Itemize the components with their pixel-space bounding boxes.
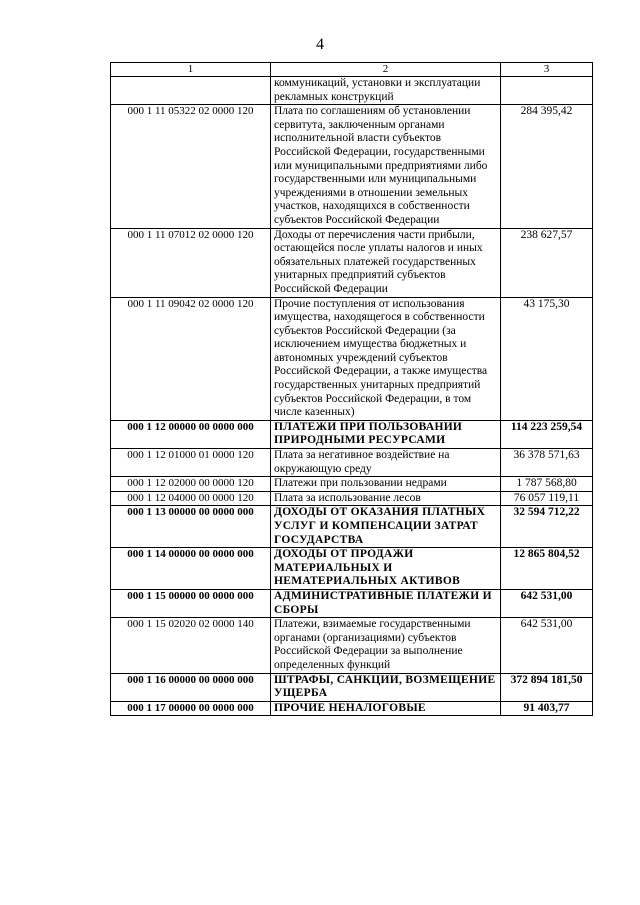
revenue-amount: 372 894 181,50: [501, 673, 593, 701]
revenue-description: коммуникаций, установки и эксплуатации рекламных конструкций: [271, 77, 501, 105]
revenue-description: ПРОЧИЕ НЕНАЛОГОВЫЕ: [271, 701, 501, 716]
budget-code: 000 1 15 02020 02 0000 140: [111, 618, 271, 673]
table-row-category: [111, 506, 593, 548]
revenue-description: ШТРАФЫ, САНКЦИИ, ВОЗМЕЩЕНИЕ УЩЕРБА: [271, 673, 501, 701]
column-header-description: 2: [271, 63, 501, 77]
revenue-amount: [501, 77, 593, 105]
budget-code: 000 1 16 00000 00 0000 000: [111, 673, 271, 701]
budget-code: 000 1 11 09042 02 0000 120: [111, 297, 271, 420]
revenue-description: ПЛАТЕЖИ ПРИ ПОЛЬЗОВАНИИ ПРИРОДНЫМИ РЕСУРСАМИ: [271, 420, 501, 448]
column-header-code: 1: [111, 63, 271, 77]
revenue-amount: 238 627,57: [501, 228, 593, 297]
revenue-amount: 36 378 571,63: [501, 449, 593, 477]
budget-code: 000 1 14 00000 00 0000 000: [111, 548, 271, 590]
revenue-description: Платежи при пользовании недрами: [271, 477, 501, 492]
budget-code: 000 1 12 01000 01 0000 120: [111, 449, 271, 477]
revenue-description: Плата за использование лесов: [271, 491, 501, 506]
revenue-amount: 76 057 119,11: [501, 491, 593, 506]
page-number: 4: [316, 36, 324, 53]
table-header-row: [111, 63, 593, 77]
table-row: [111, 297, 593, 420]
revenue-amount: 1 787 568,80: [501, 477, 593, 492]
budget-code: [111, 77, 271, 105]
table-row: [111, 105, 593, 228]
budget-code: 000 1 13 00000 00 0000 000: [111, 506, 271, 548]
column-header-amount: 3: [501, 63, 593, 77]
budget-code: 000 1 17 00000 00 0000 000: [111, 701, 271, 716]
table-row-category: [111, 589, 593, 617]
revenue-amount: 642 531,00: [501, 618, 593, 673]
table-row: [111, 449, 593, 477]
revenue-amount: 32 594 712,22: [501, 506, 593, 548]
budget-code: 000 1 12 02000 00 0000 120: [111, 477, 271, 492]
table-row-category: [111, 673, 593, 701]
budget-code: 000 1 15 00000 00 0000 000: [111, 589, 271, 617]
revenue-description: ДОХОДЫ ОТ ОКАЗАНИЯ ПЛАТНЫХ УСЛУГ И КОМПЕНСАЦИИ ЗАТРАТ ГОСУДАРСТВА: [271, 506, 501, 548]
revenue-table: [110, 62, 593, 716]
table-row: [111, 618, 593, 673]
table-row-category: [111, 701, 593, 716]
revenue-description: Платежи, взимаемые государственными органами (организациями) субъектов Российской Федерации за выполнение определенных функций: [271, 618, 501, 673]
table-row: [111, 477, 593, 492]
budget-code: 000 1 11 05322 02 0000 120: [111, 105, 271, 228]
revenue-amount: 284 395,42: [501, 105, 593, 228]
revenue-amount: 91 403,77: [501, 701, 593, 716]
revenue-description: АДМИНИСТРАТИВНЫЕ ПЛАТЕЖИ И СБОРЫ: [271, 589, 501, 617]
revenue-description: Плата за негативное воздействие на окружающую среду: [271, 449, 501, 477]
table-row-category: [111, 548, 593, 590]
table-row-category: [111, 420, 593, 448]
table-row: [111, 77, 593, 105]
revenue-description: Прочие поступления от использования имущества, находящегося в собственности субъектов Российской Федерации (за исключением имущества бюджетных и автономных учреждений субъектов Российской Федерации, а также имущества государственных унитарных предприятий субъектов Российской Федерации, в том числе казенных): [271, 297, 501, 420]
revenue-amount: 642 531,00: [501, 589, 593, 617]
revenue-description: ДОХОДЫ ОТ ПРОДАЖИ МАТЕРИАЛЬНЫХ И НЕМАТЕРИАЛЬНЫХ АКТИВОВ: [271, 548, 501, 590]
revenue-amount: 114 223 259,54: [501, 420, 593, 448]
budget-code: 000 1 11 07012 02 0000 120: [111, 228, 271, 297]
table-row: [111, 228, 593, 297]
budget-code: 000 1 12 00000 00 0000 000: [111, 420, 271, 448]
revenue-description: Плата по соглашениям об установлении сервитута, заключенным органами исполнительной власти субъектов Российской Федерации, государственными или муниципальными предприятиями либо государственными или муниципальными учреждениями в отношении земельных участков, находящихся в собственности субъектов Российской Федерации: [271, 105, 501, 228]
revenue-amount: 12 865 804,52: [501, 548, 593, 590]
revenue-amount: 43 175,30: [501, 297, 593, 420]
revenue-description: Доходы от перечисления части прибыли, остающейся после уплаты налогов и иных обязательных платежей государственных унитарных предприятий субъектов Российской Федерации: [271, 228, 501, 297]
budget-code: 000 1 12 04000 00 0000 120: [111, 491, 271, 506]
table-row: [111, 491, 593, 506]
